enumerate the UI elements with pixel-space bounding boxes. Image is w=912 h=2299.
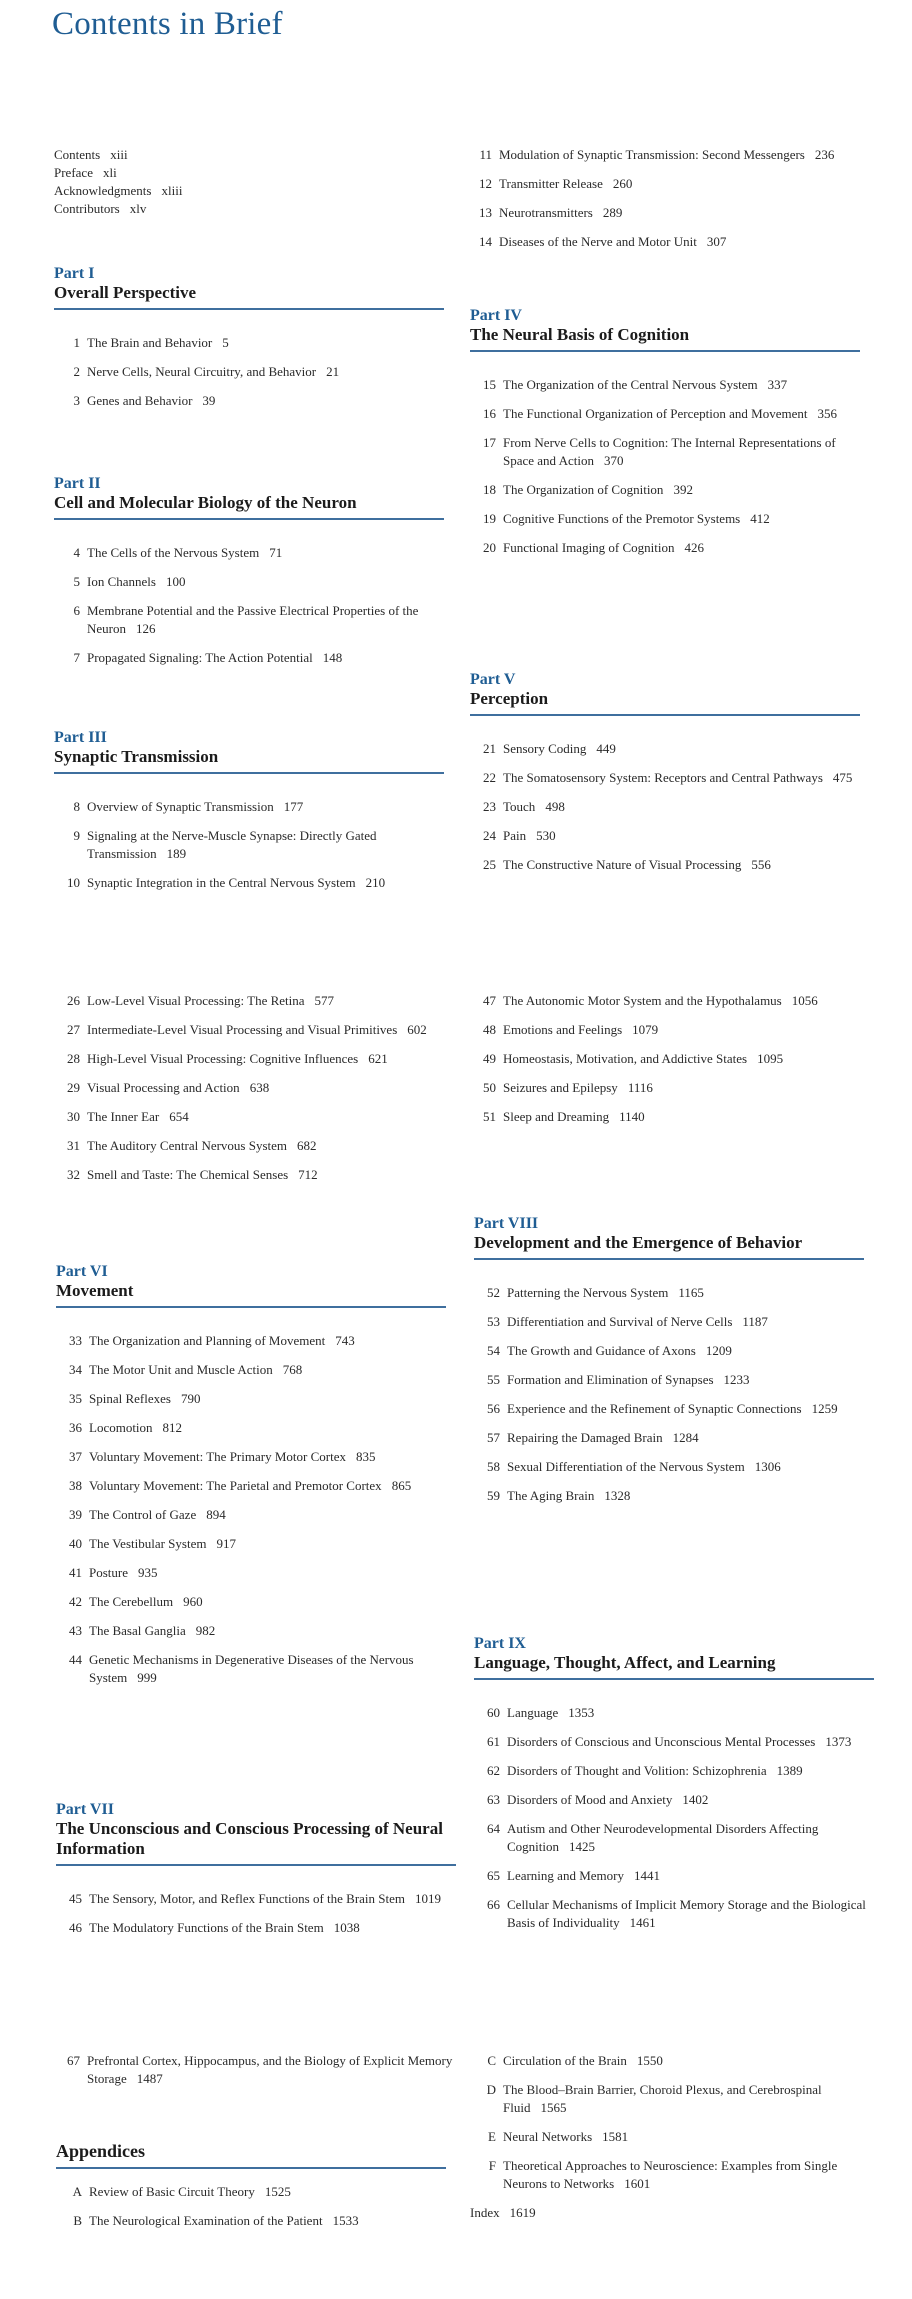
chapter-entry[interactable]: 17 From Nerve Cells to Cognition: The Internal Representations of Space and Action 370 (483, 435, 836, 468)
front-matter (54, 146, 444, 218)
chapter-entry[interactable]: 8 Overview of Synaptic Transmission 177 (73, 799, 304, 814)
chapter-entry[interactable]: 59 The Aging Brain 1328 (487, 1488, 631, 1503)
part-title: Development and the Emergence of Behavior (474, 1233, 803, 1252)
appendices-divider (56, 2167, 446, 2169)
chapter-entry[interactable]: 23 Touch 498 (483, 799, 565, 814)
chapter-entry[interactable]: 10 Synaptic Integration in the Central Nervous System 210 (67, 875, 386, 890)
part-title: Perception (470, 689, 549, 708)
chapter-entry[interactable]: 32 Smell and Taste: The Chemical Senses 712 (67, 1167, 318, 1182)
chapter-entry[interactable]: 42 The Cerebellum 960 (69, 1594, 203, 1609)
chapter-entry[interactable]: 39 The Control of Gaze 894 (69, 1507, 226, 1522)
part-7-continued (470, 992, 860, 1137)
chapter-entry[interactable]: 25 The Constructive Nature of Visual Processing 556 (483, 857, 771, 872)
appendix-entry[interactable]: E Neural Networks 1581 (488, 2129, 629, 2144)
chapter-entry[interactable]: 62 Disorders of Thought and Volition: Schizophrenia 1389 (487, 1763, 803, 1778)
part-number: Part III (54, 729, 107, 746)
chapter-entry[interactable]: 40 The Vestibular System 917 (69, 1536, 236, 1551)
page-title: Contents in Brief (52, 6, 283, 42)
part-title: Overall Perspective (54, 283, 197, 302)
chapter-entry[interactable]: 30 The Inner Ear 654 (67, 1109, 189, 1124)
appendices (56, 2140, 446, 2241)
chapter-entry[interactable]: 44 Genetic Mechanisms in Degenerative Diseases of the Nervous System 999 (69, 1652, 414, 1685)
chapter-entry[interactable]: 46 The Modulatory Functions of the Brain Stem 1038 (69, 1920, 360, 1935)
chapter-entry[interactable]: 38 Voluntary Movement: The Parietal and Premotor Cortex 865 (69, 1478, 412, 1493)
chapter-entry[interactable]: 33 The Organization and Planning of Movement 743 (69, 1333, 355, 1348)
appendices-continued (470, 2052, 860, 2233)
chapter-entry[interactable]: 22 The Somatosensory System: Receptors and Central Pathways 475 (483, 770, 853, 785)
part-divider (56, 1306, 446, 1308)
part-divider (54, 308, 444, 310)
front-matter-item[interactable]: Acknowledgments xliii (54, 183, 183, 198)
chapter-entry[interactable]: 43 The Basal Ganglia 982 (69, 1623, 216, 1638)
chapter-entry[interactable]: 2 Nerve Cells, Neural Circuitry, and Behavior 21 (73, 364, 340, 379)
part-2 (54, 474, 444, 678)
appendix-entry[interactable]: D The Blood–Brain Barrier, Choroid Plexus, and Cerebrospinal Fluid 1565 (486, 2082, 822, 2115)
part-number: Part I (54, 265, 95, 282)
chapter-entry[interactable]: 21 Sensory Coding 449 (483, 741, 616, 756)
index-entry[interactable]: Index 1619 (470, 2205, 536, 2220)
part-title: Movement (56, 1281, 134, 1300)
chapter-entry[interactable]: 24 Pain 530 (483, 828, 556, 843)
part-divider (474, 1258, 864, 1260)
chapter-entry[interactable]: 41 Posture 935 (69, 1565, 158, 1580)
chapter-entry[interactable]: 11 Modulation of Synaptic Transmission: Second Messengers 236 (479, 147, 835, 162)
appendix-entry[interactable]: C Circulation of the Brain 1550 (487, 2053, 663, 2068)
chapter-entry[interactable]: 20 Functional Imaging of Cognition 426 (483, 540, 705, 555)
chapter-entry[interactable]: 48 Emotions and Feelings 1079 (483, 1022, 659, 1037)
part-divider (54, 772, 444, 774)
chapter-entry[interactable]: 16 The Functional Organization of Perception and Movement 356 (483, 406, 837, 421)
part-5 (470, 670, 860, 885)
part-divider (470, 350, 860, 352)
chapter-entry[interactable]: 51 Sleep and Dreaming 1140 (483, 1109, 645, 1124)
part-number: Part IX (474, 1635, 526, 1652)
chapter-entry[interactable]: 37 Voluntary Movement: The Primary Motor Cortex 835 (69, 1449, 376, 1464)
chapter-entry[interactable]: 29 Visual Processing and Action 638 (67, 1080, 270, 1095)
chapter-entry[interactable]: 6 Membrane Potential and the Passive Electrical Properties of the Neuron 126 (73, 603, 419, 636)
chapter-entry[interactable]: 36 Locomotion 812 (69, 1420, 183, 1435)
chapter-entry[interactable]: 61 Disorders of Conscious and Unconscious Mental Processes 1373 (487, 1734, 852, 1749)
part-number: Part VIII (474, 1215, 539, 1232)
chapter-entry[interactable]: 49 Homeostasis, Motivation, and Addictive States 1095 (483, 1051, 784, 1066)
part-9-continued (54, 2052, 454, 2099)
chapter-entry[interactable]: 65 Learning and Memory 1441 (487, 1868, 660, 1883)
chapter-entry[interactable]: 19 Cognitive Functions of the Premotor Systems 412 (483, 511, 770, 526)
part-6 (56, 1262, 446, 1698)
chapter-entry[interactable]: 34 The Motor Unit and Muscle Action 768 (69, 1362, 303, 1377)
appendix-entry[interactable]: B The Neurological Examination of the Patient 1533 (73, 2213, 359, 2228)
part-divider (56, 1864, 456, 1866)
chapter-entry[interactable]: 26 Low-Level Visual Processing: The Retina 577 (67, 993, 335, 1008)
part-number: Part VII (56, 1801, 114, 1818)
chapter-entry[interactable]: 5 Ion Channels 100 (73, 574, 186, 589)
chapter-entry[interactable]: 4 The Cells of the Nervous System 71 (73, 545, 283, 560)
front-matter-item[interactable]: Preface xli (54, 165, 117, 180)
front-matter-item[interactable]: Contributors xlv (54, 201, 147, 216)
chapter-entry[interactable]: 3 Genes and Behavior 39 (73, 393, 216, 408)
chapter-entry[interactable]: 60 Language 1353 (487, 1705, 595, 1720)
part-divider (54, 518, 444, 520)
chapter-entry[interactable]: 63 Disorders of Mood and Anxiety 1402 (487, 1792, 709, 1807)
part-divider (470, 714, 860, 716)
part-title: Synaptic Transmission (54, 747, 219, 766)
part-number: Part IV (470, 307, 522, 324)
appendix-entry[interactable]: A Review of Basic Circuit Theory 1525 (72, 2184, 291, 2199)
chapter-entry[interactable]: 56 Experience and the Refinement of Synaptic Connections 1259 (487, 1401, 838, 1416)
chapter-entry[interactable]: 47 The Autonomic Motor System and the Hypothalamus 1056 (483, 993, 818, 1008)
chapter-entry[interactable]: 57 Repairing the Damaged Brain 1284 (487, 1430, 699, 1445)
chapter-entry[interactable]: 54 The Growth and Guidance of Axons 1209 (487, 1343, 732, 1358)
chapter-entry[interactable]: 9 Signaling at the Nerve-Muscle Synapse: Directly Gated Transmission 189 (73, 828, 377, 861)
part-5-continued (54, 992, 444, 1195)
chapter-entry[interactable]: 67 Prefrontal Cortex, Hippocampus, and the Biology of Explicit Memory Storage 1487 (67, 2053, 453, 2086)
part-number: Part V (470, 671, 516, 688)
chapter-entry[interactable]: 27 Intermediate-Level Visual Processing and Visual Primitives 602 (67, 1022, 427, 1037)
chapter-entry[interactable]: 50 Seizures and Epilepsy 1116 (483, 1080, 653, 1095)
part-divider (474, 1678, 874, 1680)
chapter-entry[interactable]: 55 Formation and Elimination of Synapses 1233 (487, 1372, 750, 1387)
front-matter-item[interactable]: Contents xiii (54, 147, 128, 162)
chapter-entry[interactable]: 14 Diseases of the Nerve and Motor Unit 307 (479, 234, 727, 249)
part-3-continued (466, 146, 856, 262)
part-9 (474, 1634, 874, 1943)
chapter-entry[interactable]: 52 Patterning the Nervous System 1165 (487, 1285, 704, 1300)
chapter-entry[interactable]: 15 The Organization of the Central Nervous System 337 (483, 377, 788, 392)
part-4 (470, 306, 860, 568)
chapter-entry[interactable]: 13 Neurotransmitters 289 (479, 205, 623, 220)
part-number: Part II (54, 475, 101, 492)
chapter-entry[interactable]: 1 The Brain and Behavior 5 (73, 335, 229, 350)
chapter-entry[interactable]: 53 Differentiation and Survival of Nerve Cells 1187 (487, 1314, 768, 1329)
chapter-entry[interactable]: 7 Propagated Signaling: The Action Potential 148 (73, 650, 343, 665)
chapter-entry[interactable]: 58 Sexual Differentiation of the Nervous System 1306 (487, 1459, 781, 1474)
chapter-entry[interactable]: 45 The Sensory, Motor, and Reflex Functions of the Brain Stem 1019 (69, 1891, 442, 1906)
part-7 (56, 1800, 456, 1948)
part-number: Part VI (56, 1263, 108, 1280)
appendix-entry[interactable]: F Theoretical Approaches to Neuroscience: Examples from Single Neurons to Networks 1601 (488, 2158, 838, 2191)
chapter-entry[interactable]: 31 The Auditory Central Nervous System 682 (67, 1138, 317, 1153)
chapter-entry[interactable]: 28 High-Level Visual Processing: Cognitive Influences 621 (67, 1051, 388, 1066)
chapter-entry[interactable]: 66 Cellular Mechanisms of Implicit Memory Storage and the Biological Basis of Individuality 1461 (487, 1897, 866, 1930)
part-title: The Neural Basis of Cognition (470, 325, 690, 344)
chapter-entry[interactable]: 18 The Organization of Cognition 392 (483, 482, 693, 497)
part-1 (54, 264, 444, 421)
part-title: Cell and Molecular Biology of the Neuron (54, 493, 357, 512)
appendices-heading: Appendices (56, 2141, 146, 2161)
part-title: Language, Thought, Affect, and Learning (474, 1653, 776, 1672)
part-8 (474, 1214, 864, 1516)
chapter-entry[interactable]: 35 Spinal Reflexes 790 (69, 1391, 201, 1406)
chapter-entry[interactable]: 64 Autism and Other Neurodevelopmental Disorders Affecting Cognition 1425 (487, 1821, 819, 1854)
chapter-entry[interactable]: 12 Transmitter Release 260 (479, 176, 633, 191)
part-3 (54, 728, 444, 903)
part-title: The Unconscious and Conscious Processing of Neural Information (56, 1819, 443, 1858)
